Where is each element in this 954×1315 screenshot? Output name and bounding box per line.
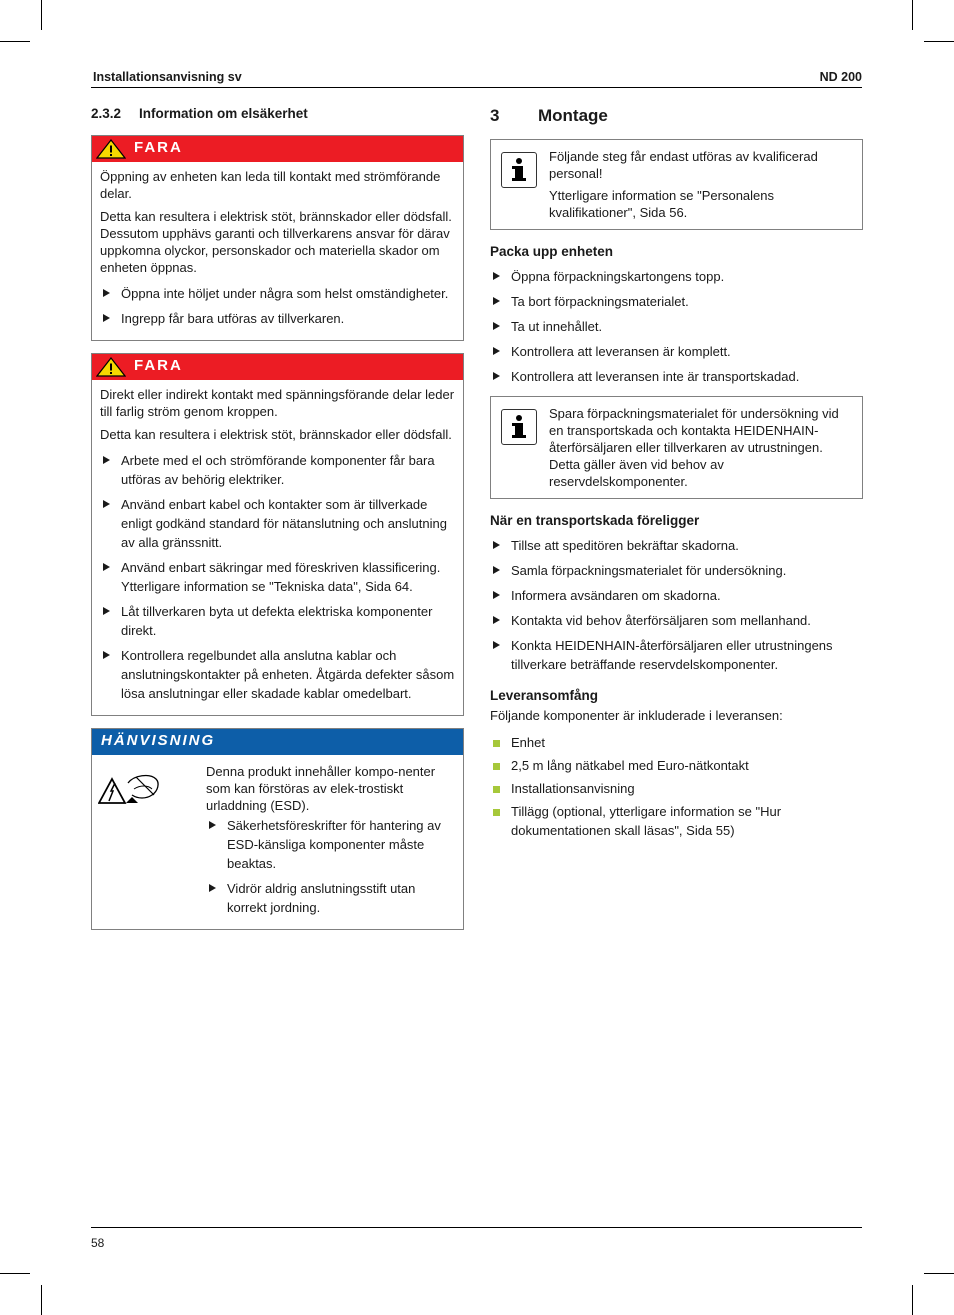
list-item: Informera avsändaren om skadorna. bbox=[490, 586, 863, 605]
body-text: Följande komponenter är inkluderade i leveransen: bbox=[490, 708, 783, 723]
list-item: Öppna inte höljet under några som helst omständigheter. bbox=[100, 284, 455, 303]
section-heading bbox=[490, 106, 863, 126]
danger-label: FARA bbox=[134, 357, 183, 374]
list-item: Använd enbart säkringar med föreskriven klassificering. Ytterligare information se "Tekniska data", Sida 64. bbox=[100, 558, 455, 596]
list-item: Kontrollera regelbundet alla anslutna kablar och anslutningskontakter på enheten. Åtgärda defekter såsom lösa anslutningar eller skadade kablar omedelbart. bbox=[100, 646, 455, 703]
crop-mark bbox=[924, 41, 954, 42]
list-item: Kontrollera att leveransen är komplett. bbox=[490, 342, 863, 361]
arrow-bullet-icon bbox=[493, 272, 500, 280]
note-text: Denna produkt innehåller kompo-nenter som kan förstöras av elek-trostiskt urladdning (ESD). bbox=[206, 764, 436, 813]
section-title: Montage bbox=[538, 106, 608, 125]
list-item: Kontakta vid behov återförsäljaren som mellanhand. bbox=[490, 611, 863, 630]
list-item: Installationsanvisning bbox=[490, 779, 863, 798]
note-box bbox=[91, 728, 464, 930]
square-bullet-icon bbox=[493, 786, 500, 793]
danger-box bbox=[91, 353, 464, 716]
section-title: Information om elsäkerhet bbox=[139, 106, 308, 121]
square-bullet-icon bbox=[493, 740, 500, 747]
info-box bbox=[490, 139, 863, 230]
subheading: Leveransomfång bbox=[490, 688, 599, 703]
list-item: Samla förpackningsmaterialet för undersökning. bbox=[490, 561, 863, 580]
list-item: Enhet bbox=[490, 733, 863, 752]
arrow-bullet-icon bbox=[493, 591, 500, 599]
note-body bbox=[92, 755, 463, 929]
danger-header bbox=[92, 136, 463, 162]
arrow-bullet-icon bbox=[209, 821, 216, 829]
section-number: 2.3.2 bbox=[91, 106, 122, 121]
list-item: Tillse att speditören bekräftar skadorna. bbox=[490, 536, 863, 555]
instruction-list bbox=[100, 284, 455, 328]
arrow-bullet-icon bbox=[493, 372, 500, 380]
subheading: När en transportskada föreligger bbox=[490, 513, 700, 528]
danger-header bbox=[92, 354, 463, 380]
list-item: 2,5 m lång nätkabel med Euro-nätkontakt bbox=[490, 756, 863, 775]
square-bullet-icon bbox=[493, 809, 500, 816]
subheading: Packa upp enheten bbox=[490, 244, 614, 259]
arrow-bullet-icon bbox=[103, 500, 110, 508]
note-header bbox=[92, 729, 463, 755]
page-number: 58 bbox=[91, 1236, 105, 1250]
section-number: 3 bbox=[490, 106, 500, 125]
list-item: Öppna förpackningskartongens topp. bbox=[490, 267, 863, 286]
header-product: ND 200 bbox=[819, 70, 862, 84]
list-item: Arbete med el och strömförande komponenter får bara utföras av behörig elektriker. bbox=[100, 451, 455, 489]
component-list bbox=[490, 733, 863, 840]
section-heading bbox=[91, 106, 464, 121]
warning-triangle-icon bbox=[96, 139, 126, 159]
crop-mark bbox=[924, 1273, 954, 1274]
info-icon bbox=[501, 152, 537, 188]
list-item: Ingrepp får bara utföras av tillverkaren. bbox=[100, 309, 455, 328]
arrow-bullet-icon bbox=[103, 607, 110, 615]
note-label: HÄNVISNING bbox=[101, 732, 216, 749]
list-item: Ta bort förpackningsmaterialet. bbox=[490, 292, 863, 311]
arrow-bullet-icon bbox=[103, 651, 110, 659]
arrow-bullet-icon bbox=[493, 616, 500, 624]
crop-mark bbox=[41, 1285, 42, 1315]
crop-mark bbox=[912, 0, 913, 30]
esd-warning-icon bbox=[98, 769, 164, 807]
right-column bbox=[490, 106, 863, 844]
instruction-list bbox=[206, 816, 455, 917]
arrow-bullet-icon bbox=[493, 347, 500, 355]
list-item: Låt tillverkaren byta ut defekta elektriska komponenter direkt. bbox=[100, 602, 455, 640]
crop-mark bbox=[0, 1273, 30, 1274]
danger-label: FARA bbox=[134, 139, 183, 156]
danger-body bbox=[92, 162, 463, 340]
instruction-list bbox=[490, 267, 863, 386]
arrow-bullet-icon bbox=[103, 563, 110, 571]
list-item: Använd enbart kabel och kontakter som är tillverkade enligt godkänd standard för nätanslutning och anslutning av alla gränssnitt. bbox=[100, 495, 455, 552]
arrow-bullet-icon bbox=[209, 884, 216, 892]
page-footer bbox=[91, 1227, 862, 1250]
left-column bbox=[91, 106, 464, 942]
list-item: Vidrör aldrig anslutningsstift utan korrekt jordning. bbox=[206, 879, 455, 917]
danger-text: Direkt eller indirekt kontakt med spänningsförande delar leder till farlig ström genom kroppen. bbox=[100, 387, 455, 419]
arrow-bullet-icon bbox=[493, 566, 500, 574]
arrow-bullet-icon bbox=[493, 322, 500, 330]
danger-text: Detta kan resultera i elektrisk stöt, brännskador eller dödsfall. Dessutom upphävs garanti och tillverkarens ansvar för därav uppkomna olyckor, personskador och materiella skador om enheten öppnas. bbox=[100, 209, 452, 275]
danger-text: Detta kan resultera i elektrisk stöt, brännskador eller dödsfall. bbox=[100, 427, 452, 442]
arrow-bullet-icon bbox=[103, 289, 110, 297]
arrow-bullet-icon bbox=[103, 314, 110, 322]
arrow-bullet-icon bbox=[493, 641, 500, 649]
danger-text: Öppning av enheten kan leda till kontakt med strömförande delar. bbox=[100, 169, 441, 201]
square-bullet-icon bbox=[493, 763, 500, 770]
list-item: Ta ut innehållet. bbox=[490, 317, 863, 336]
crop-mark bbox=[41, 0, 42, 30]
danger-body bbox=[92, 380, 463, 715]
instruction-list bbox=[100, 451, 455, 703]
list-item: Kontrollera att leveransen inte är transportskadad. bbox=[490, 367, 863, 386]
page-header bbox=[91, 69, 862, 88]
danger-box bbox=[91, 135, 464, 341]
instruction-list bbox=[490, 536, 863, 674]
crop-mark bbox=[912, 1285, 913, 1315]
arrow-bullet-icon bbox=[493, 297, 500, 305]
info-box bbox=[490, 396, 863, 499]
warning-triangle-icon bbox=[96, 357, 126, 377]
info-text: Ytterligare information se "Personalens kvalifikationer", Sida 56. bbox=[549, 188, 775, 220]
info-icon bbox=[501, 409, 537, 445]
arrow-bullet-icon bbox=[103, 456, 110, 464]
list-item: Säkerhetsföreskrifter för hantering av ESD-känsliga komponenter måste beaktas. bbox=[206, 816, 455, 873]
crop-mark bbox=[0, 41, 30, 42]
info-text: Följande steg får endast utföras av kvalificerad personal! bbox=[549, 149, 818, 181]
list-item: Konkta HEIDENHAIN-återförsäljaren eller utrustningens tillverkare beträffande reservdelskomponenter. bbox=[490, 636, 863, 674]
info-text: Spara förpackningsmaterialet för undersökning vid en transportskada och kontakta HEIDENHAIN-återförsäljaren eller tillverkaren av utrustningen. Detta gäller även vid behov av reservdelskomponenter. bbox=[549, 406, 839, 489]
list-item: Tillägg (optional, ytterligare information se "Hur dokumentationen skall läsas", Sida 55) bbox=[490, 802, 863, 840]
header-doc-title: Installationsanvisning sv bbox=[93, 70, 242, 84]
arrow-bullet-icon bbox=[493, 541, 500, 549]
